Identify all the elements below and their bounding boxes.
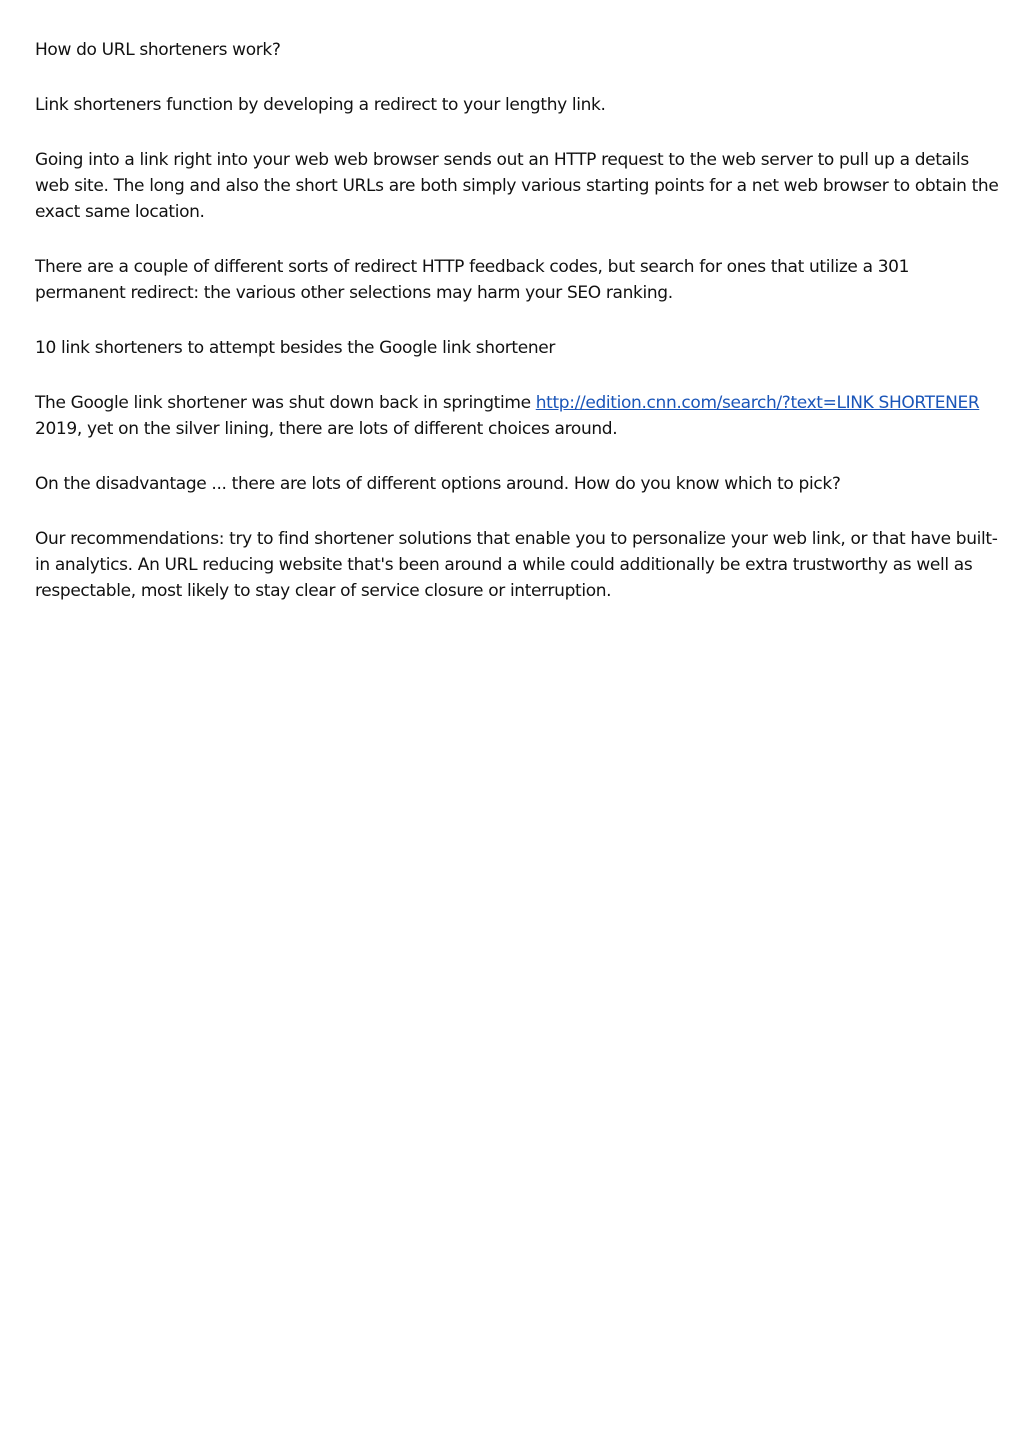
- paragraph-301-redirect: There are a couple of different sorts of redirect HTTP feedback codes, but search for ones that utilize a 301 permanent redirect: the various other selections may harm your SEO ranking.: [35, 257, 910, 303]
- paragraph-alternatives-heading: 10 link shorteners to attempt besides the Google link shortener: [35, 338, 556, 358]
- paragraph-google-shutdown: [35, 390, 1000, 442]
- paragraph-recommendations: Our recommendations: try to find shortener solutions that enable you to personalize your web link, or that have built-in analytics. An URL reducing website that's been around a while could additionally be extra trustworthy as well as respectable, most likely to stay clear of service closure or interruption.: [35, 529, 998, 601]
- paragraph-text-after-link: 2019, yet on the silver lining, there are lots of different choices around.: [35, 419, 618, 439]
- paragraph-disadvantage: On the disadvantage ... there are lots of different options around. How do you know which to pick?: [35, 474, 841, 494]
- paragraph-http-request: Going into a link right into your web web browser sends out an HTTP request to the web server to pull up a details web site. The long and also the short URLs are both simply various starting points for a net web browser to obtain the exact same location.: [35, 150, 999, 222]
- paragraph-text-before-link: The Google link shortener was shut down back in springtime: [35, 393, 536, 413]
- section-heading: How do URL shorteners work?: [35, 40, 281, 60]
- cnn-search-link[interactable]: http://edition.cnn.com/search/?text=LINK SHORTENER: [535, 393, 980, 413]
- paragraph-redirect-intro: Link shorteners function by developing a redirect to your lengthy link.: [35, 95, 606, 115]
- document-body: [35, 37, 1000, 633]
